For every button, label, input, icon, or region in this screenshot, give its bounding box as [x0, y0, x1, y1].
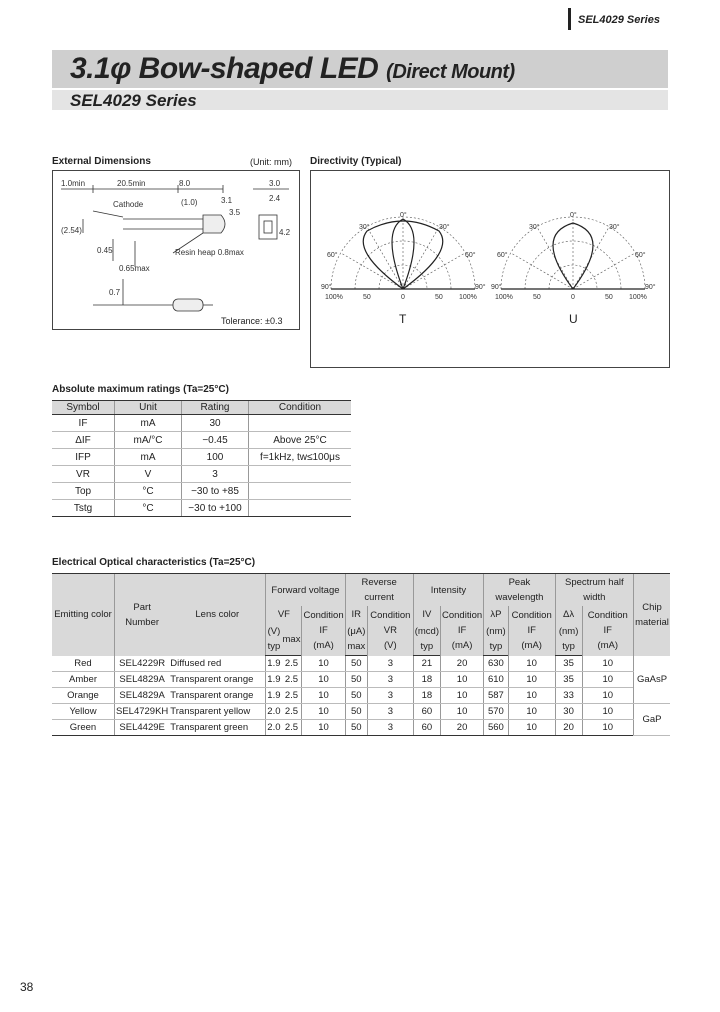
th-iv: IV — [413, 606, 440, 623]
directivity-title: Directivity (Typical) — [310, 156, 402, 167]
th-vf-unit: (V) — [267, 626, 281, 637]
cell: 10 — [302, 704, 345, 720]
cell: Diffused red — [169, 656, 266, 672]
dim-label-5: 2.4 — [269, 194, 281, 203]
dim-label-resin: Resin heap 0.8max — [175, 248, 244, 257]
scale-t-1: 100% — [325, 294, 343, 301]
page-title — [70, 52, 515, 86]
cell — [249, 483, 352, 500]
th-lp-unit: (nm) — [486, 626, 506, 637]
th-reverse-current: Reverse current — [345, 574, 413, 607]
cell: 50 — [345, 656, 367, 672]
cell: 10 — [441, 672, 484, 688]
th-lp: λP — [484, 606, 509, 623]
el-opt-table — [52, 573, 670, 736]
angle-60l-t: 60° — [327, 252, 338, 259]
dim-label-cathode: Cathode — [113, 200, 144, 209]
cell: 3 — [368, 672, 414, 688]
cell: 10 — [508, 688, 555, 704]
cell: 20 — [441, 720, 484, 736]
el-opt-title: Electrical Optical characteristics (Ta=25°C) — [52, 557, 256, 568]
cell: VR — [52, 466, 115, 483]
th-chip: Chip material — [634, 574, 671, 656]
directivity-box — [310, 170, 670, 368]
cell: −0.45 — [182, 432, 249, 449]
angle-60r-t: 60° — [465, 252, 476, 259]
cell: SEL4829A — [115, 688, 170, 704]
th-ma3: (mA) — [521, 640, 542, 652]
th-cond5: Condition — [587, 610, 628, 622]
angle-30l-t: 30° — [359, 224, 370, 231]
th-typ3: typ — [489, 641, 503, 652]
cell: Red — [52, 656, 115, 672]
cell: 20 — [441, 656, 484, 672]
cell: 610 — [484, 672, 509, 688]
th-cond4: Condition — [511, 610, 552, 622]
dim-label-10: 3.5 — [229, 208, 241, 217]
dim-label-2: 20.5min — [117, 179, 146, 188]
cell: 21 — [413, 656, 440, 672]
angle-90l-t: 90° — [321, 284, 332, 291]
th-cond-if — [302, 606, 345, 656]
scale-u-2: 50 — [533, 294, 541, 301]
th-iv-typ — [413, 623, 440, 656]
angle-30r-t: 30° — [439, 224, 450, 231]
table-row — [52, 466, 351, 483]
page-subtitle: SEL4029 Series — [70, 91, 197, 110]
cell: °C — [115, 483, 182, 500]
th-dl-typ — [555, 623, 582, 656]
cell: 587 — [484, 688, 509, 704]
page-number: 38 — [20, 980, 34, 994]
dimension-drawing — [53, 171, 299, 329]
cell — [249, 466, 352, 483]
cell: 2.5 — [282, 720, 302, 736]
cell: Transparent orange — [169, 672, 266, 688]
tolerance: Tolerance: ±0.3 — [221, 316, 283, 326]
cell: 60 — [413, 720, 440, 736]
cell: 100 — [182, 449, 249, 466]
ext-dim-unit: (Unit: mm) — [250, 157, 292, 167]
th-ir-unit: (μA) — [347, 626, 366, 637]
scale-u-3: 0 — [571, 294, 575, 301]
ext-dim-title: External Dimensions — [52, 156, 151, 167]
dim-label-9: 3.1 — [221, 196, 233, 205]
cell: SEL4229R — [115, 656, 170, 672]
cell: 3 — [368, 720, 414, 736]
scale-t-4: 50 — [435, 294, 443, 301]
dim-label-11: 4.2 — [279, 228, 291, 237]
cell: Transparent orange — [169, 688, 266, 704]
angle-0-u: 0° — [570, 212, 577, 219]
cell: 20 — [555, 720, 582, 736]
th-if4: IF — [603, 625, 612, 637]
cell: SEL4429E — [115, 720, 170, 736]
th-spectrum: Spectrum half width — [555, 574, 633, 607]
th-unit: Unit — [115, 401, 182, 415]
th-vf: VF — [266, 606, 302, 623]
cell: 10 — [508, 656, 555, 672]
cell: 3 — [182, 466, 249, 483]
table-row — [52, 704, 670, 720]
dim-label-15: 0.7 — [109, 288, 121, 297]
angle-0-t: 0° — [400, 212, 407, 219]
cell: 10 — [582, 704, 633, 720]
cell: 10 — [582, 672, 633, 688]
cell: 10 — [302, 656, 345, 672]
cell: 560 — [484, 720, 509, 736]
cell: 50 — [345, 688, 367, 704]
cell: mA — [115, 415, 182, 432]
scale-t-2: 50 — [363, 294, 371, 301]
abs-ratings-table — [52, 400, 351, 517]
cell: 18 — [413, 688, 440, 704]
cell: IFP — [52, 449, 115, 466]
cell: V — [115, 466, 182, 483]
cell: mA — [115, 449, 182, 466]
th-rating: Rating — [182, 401, 249, 415]
label-u: U — [569, 312, 578, 326]
title-sub: (Direct Mount) — [386, 61, 515, 83]
cell: 10 — [582, 656, 633, 672]
th-lp-typ — [484, 623, 509, 656]
cell: 630 — [484, 656, 509, 672]
angle-60l-u: 60° — [497, 252, 508, 259]
cell — [249, 415, 352, 432]
dim-label-1: 1.0min — [61, 179, 86, 188]
cell: 2.5 — [282, 656, 302, 672]
th-typ2: typ — [420, 641, 434, 652]
th-vf-typ — [266, 623, 282, 656]
th-vr: VR — [383, 625, 397, 637]
cell: Green — [52, 720, 115, 736]
cell: 2.5 — [282, 688, 302, 704]
cell: 50 — [345, 720, 367, 736]
cell: 3 — [368, 656, 414, 672]
th-max: max — [347, 641, 366, 652]
dim-label-13: 0.65max — [119, 264, 150, 273]
cell: 2.0 — [266, 720, 282, 736]
th-if2: IF — [457, 625, 467, 637]
cell: 50 — [345, 704, 367, 720]
cell: Amber — [52, 672, 115, 688]
cell: 50 — [345, 672, 367, 688]
th-peak-wavelength: Peak wavelength — [484, 574, 556, 607]
dim-label-8: (2.54) — [61, 226, 82, 235]
cell — [249, 500, 352, 517]
dim-label-4: 3.0 — [269, 179, 281, 188]
cell: −30 to +85 — [182, 483, 249, 500]
th-cond-if2 — [441, 606, 484, 656]
cell: 10 — [441, 704, 484, 720]
cell: 10 — [508, 704, 555, 720]
th-typ: typ — [267, 641, 281, 652]
th-cond: Condition — [303, 610, 344, 622]
table-row — [52, 415, 351, 432]
table-row — [52, 449, 351, 466]
th-cond3: Condition — [442, 610, 483, 622]
angle-90r-t: 90° — [475, 284, 486, 291]
cell: f=1kHz, tw≤100μs — [249, 449, 352, 466]
th-iv-unit: (mcd) — [414, 626, 439, 637]
cell: 30 — [555, 704, 582, 720]
cell: 10 — [441, 688, 484, 704]
th-cond2: Condition — [370, 610, 411, 622]
cell: mA/°C — [115, 432, 182, 449]
header-marker — [568, 8, 571, 30]
cell: 2.5 — [282, 704, 302, 720]
th-condition: Condition — [249, 401, 352, 415]
cell: Tstg — [52, 500, 115, 517]
th-if3: IF — [527, 625, 536, 637]
th-typ4: typ — [562, 641, 575, 652]
th-if: IF — [319, 625, 328, 637]
table-row — [52, 672, 670, 688]
scale-u-5: 100% — [629, 294, 647, 301]
cell: SEL4829A — [115, 672, 170, 688]
scale-u-4: 50 — [605, 294, 613, 301]
cell: °C — [115, 500, 182, 517]
cell: 35 — [555, 656, 582, 672]
angle-90r-u: 90° — [645, 284, 656, 291]
cell: 10 — [508, 672, 555, 688]
cell: 1.9 — [266, 688, 282, 704]
th-ma2: (mA) — [451, 640, 473, 652]
directivity-charts — [311, 171, 669, 367]
table-row — [52, 656, 670, 672]
cell: 10 — [508, 720, 555, 736]
th-part: Part Number — [115, 574, 170, 656]
ext-dim-box — [52, 170, 300, 330]
table-row — [52, 500, 351, 517]
th-intensity: Intensity — [413, 574, 483, 607]
scale-t-5: 100% — [459, 294, 477, 301]
title-main: 3.1φ Bow-shaped LED — [70, 52, 379, 85]
table-header-row — [52, 574, 670, 607]
abs-ratings-title: Absolute maximum ratings (Ta=25°C) — [52, 384, 229, 395]
dim-label-12: 0.45 — [97, 246, 113, 255]
table-row — [52, 483, 351, 500]
cell: 10 — [302, 672, 345, 688]
th-cond-vr — [368, 606, 414, 656]
angle-30r-u: 30° — [609, 224, 620, 231]
th-ir: IR — [345, 606, 367, 623]
angle-90l-u: 90° — [491, 284, 502, 291]
cell: ΔIF — [52, 432, 115, 449]
scale-t-3: 0 — [401, 294, 405, 301]
header-series: SEL4029 Series — [578, 14, 660, 26]
cell: 10 — [302, 688, 345, 704]
cell: −30 to +100 — [182, 500, 249, 517]
cell: Above 25°C — [249, 432, 352, 449]
cell: IF — [52, 415, 115, 432]
cell: Top — [52, 483, 115, 500]
cell: 60 — [413, 704, 440, 720]
th-dl: Δλ — [555, 606, 582, 623]
cell: 2.0 — [266, 704, 282, 720]
cell: 2.5 — [282, 672, 302, 688]
table-row — [52, 720, 670, 736]
th-emitting: Emitting color — [52, 574, 115, 656]
angle-60r-u: 60° — [635, 252, 646, 259]
chip-gap: GaP — [634, 704, 671, 736]
cell: 1.9 — [266, 656, 282, 672]
cell: 35 — [555, 672, 582, 688]
dim-label-6: (1.0) — [181, 198, 198, 207]
cell: Yellow — [52, 704, 115, 720]
angle-30l-u: 30° — [529, 224, 540, 231]
cell: 3 — [368, 688, 414, 704]
th-ma: (mA) — [313, 640, 334, 652]
cell: 33 — [555, 688, 582, 704]
th-lens: Lens color — [169, 574, 266, 656]
label-t: T — [399, 312, 407, 326]
th-cond-if3 — [508, 606, 555, 656]
th-forward-voltage: Forward voltage — [266, 574, 345, 607]
th-ir-max — [345, 623, 367, 656]
cell: 18 — [413, 672, 440, 688]
cell: Transparent green — [169, 720, 266, 736]
cell: 1.9 — [266, 672, 282, 688]
cell: 10 — [302, 720, 345, 736]
th-dl-unit: (nm) — [558, 626, 579, 637]
table-header-row — [52, 401, 351, 415]
th-v: (V) — [384, 640, 397, 652]
scale-u-1: 100% — [495, 294, 513, 301]
cell: 10 — [582, 720, 633, 736]
chip-gaasp: GaAsP — [634, 656, 671, 704]
cell: Transparent yellow — [169, 704, 266, 720]
cell: SEL4729KH — [115, 704, 170, 720]
cell: Orange — [52, 688, 115, 704]
th-vf-max: max — [282, 623, 302, 656]
cell: 10 — [582, 688, 633, 704]
cell: 3 — [368, 704, 414, 720]
table-row — [52, 688, 670, 704]
th-symbol: Symbol — [52, 401, 115, 415]
th-ma4: (mA) — [597, 640, 619, 652]
dim-label-3: 8.0 — [179, 179, 191, 188]
cell: 570 — [484, 704, 509, 720]
cell: 30 — [182, 415, 249, 432]
th-cond-if4 — [582, 606, 633, 656]
table-row — [52, 432, 351, 449]
